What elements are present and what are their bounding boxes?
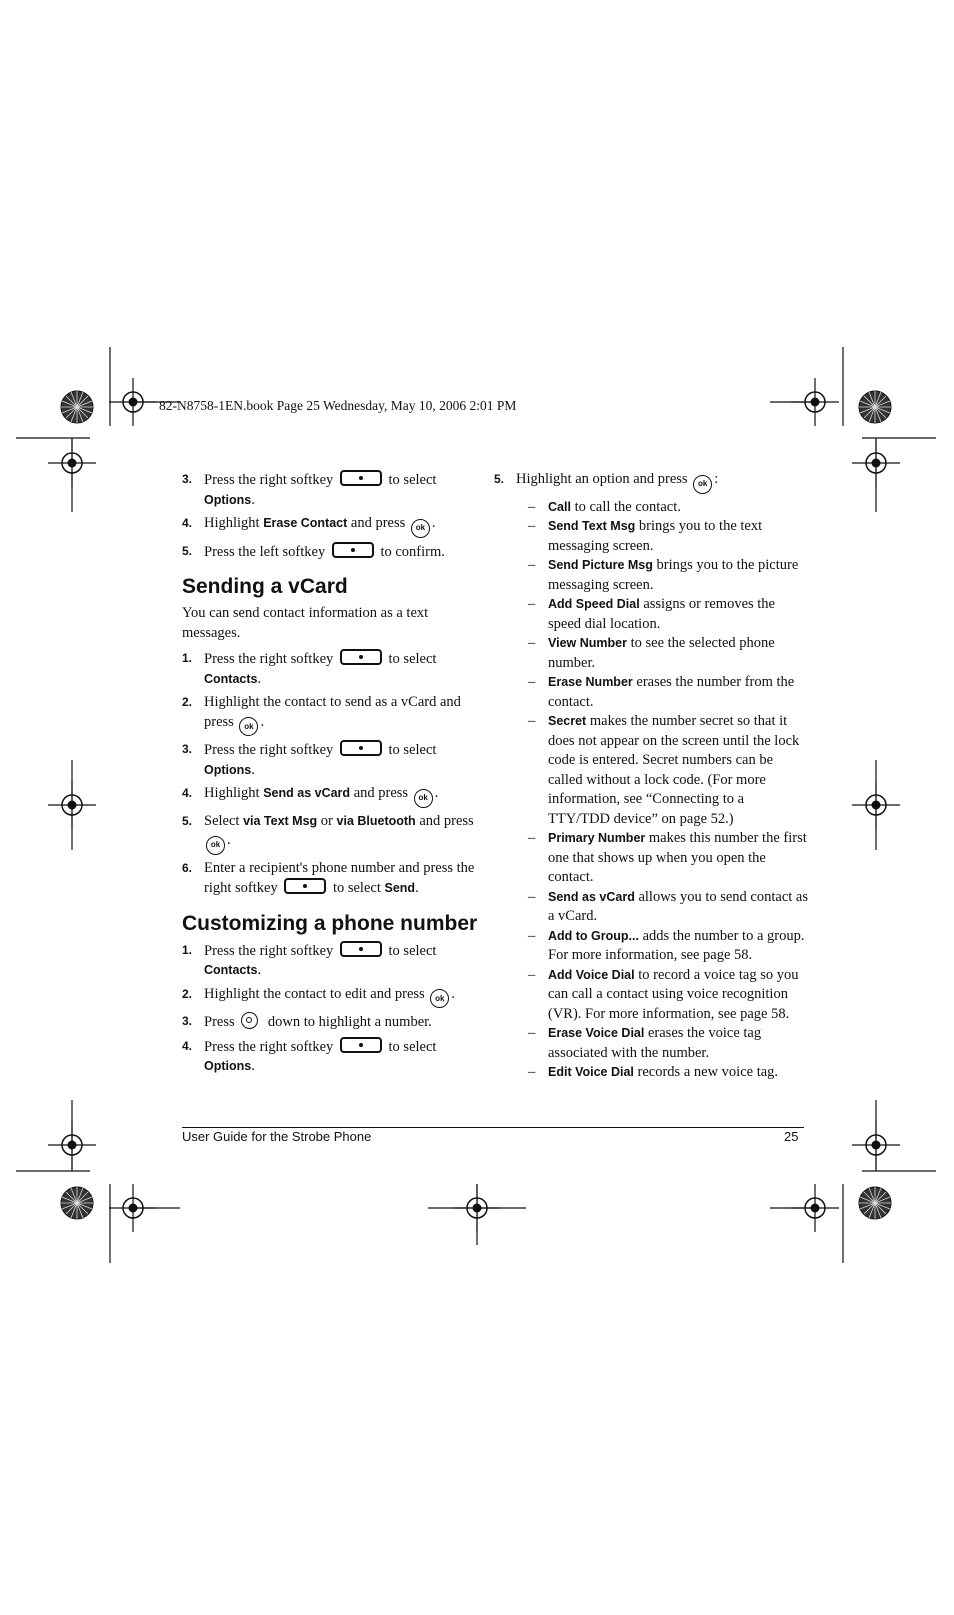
list-item: – Add Voice Dial to record a voice tag so you can call a contact using voice recognition (VR). For more information, see page 58. — [528, 966, 799, 1022]
list-item: – Edit Voice Dial records a new voice tag. — [528, 1064, 779, 1080]
step-item: 4. Highlight Send as vCard and press ok . — [182, 784, 482, 808]
ok-key-icon: ok — [414, 789, 433, 808]
right-softkey-icon — [340, 1037, 382, 1053]
step-item: 5. Highlight an option and press ok : — [494, 470, 808, 494]
ok-key-icon: ok — [411, 519, 430, 538]
color-target — [859, 391, 891, 423]
footer-rule — [182, 1127, 804, 1128]
step-item: 1. Press the right softkey to select Contacts. — [182, 651, 437, 687]
left-softkey-icon — [332, 542, 374, 558]
right-softkey-icon — [340, 740, 382, 756]
step-item: 5. Press the left softkey to confirm. — [182, 543, 445, 560]
step-item: 2. Highlight the contact to edit and press ok . — [182, 985, 482, 1009]
step-item: 3. Press down to highlight a number. — [182, 1014, 432, 1030]
step-item: 3. Press the right softkey to select Options. — [182, 472, 437, 508]
step-item: 4. Press the right softkey to select Options. — [182, 1038, 437, 1074]
step-item: 6. Enter a recipient's phone number and press the right softkey to select Send. — [182, 859, 475, 896]
navigation-key-icon — [241, 1012, 258, 1029]
list-item: – Add to Group... adds the number to a group. For more information, see page 58. — [528, 927, 805, 963]
color-target — [61, 391, 93, 423]
ok-key-icon: ok — [206, 836, 225, 855]
right-softkey-icon — [284, 878, 326, 894]
section-heading-customize: Customizing a phone number — [182, 911, 478, 935]
list-item: – Add Speed Dial assigns or removes the speed dial location. — [528, 596, 775, 632]
list-item: – View Number to see the selected phone number. — [528, 635, 775, 671]
footer-title: User Guide for the Strobe Phone — [182, 1129, 372, 1144]
ok-key-icon: ok — [430, 989, 449, 1008]
step-item: 1. Press the right softkey to select Contacts. — [182, 942, 437, 978]
left-column — [182, 470, 482, 1081]
step-number: 5. — [182, 543, 193, 558]
right-column — [494, 470, 809, 1083]
right-softkey-icon — [340, 470, 382, 486]
step-item: 4. Highlight Erase Contact and press ok . — [182, 514, 482, 538]
option-list — [508, 498, 808, 1083]
right-softkey-icon — [340, 941, 382, 957]
list-item: – Erase Number erases the number from the contact. — [528, 674, 795, 710]
list-item: – Send as vCard allows you to send contact as a vCard. — [528, 888, 809, 924]
book-slug: 82-N8758-1EN.book Page 25 Wednesday, May 10, 2006 2:01 PM — [159, 398, 517, 413]
step-item: 5. Select via Text Msg or via Bluetooth and press ok . — [182, 812, 482, 855]
ok-key-icon: ok — [693, 475, 712, 494]
section-heading-vcard: Sending a vCard — [182, 575, 348, 598]
right-softkey-icon — [340, 649, 382, 665]
step-number: 3. — [182, 472, 193, 486]
step-item: 3. Press the right softkey to select Options. — [182, 742, 437, 778]
section-intro: You can send contact information as a text messages. — [182, 605, 429, 641]
list-item: – Send Text Msg brings you to the text messaging screen. — [528, 518, 763, 554]
list-item: – Secret makes the number secret so that it does not appear on the screen until the lock code is entered. Secret numbers can be called without a lock code. (For more information, see “Connecting to a TTY/TDD device” on page 52.) — [528, 713, 800, 827]
page-number: 25 — [784, 1129, 799, 1144]
color-target — [61, 1187, 93, 1219]
ok-key-icon: ok — [239, 717, 258, 736]
color-target — [859, 1187, 891, 1219]
list-item: – Primary Number makes this number the first one that shows up when you open the contact. — [528, 830, 807, 885]
list-item: – Send Picture Msg brings you to the picture messaging screen. — [528, 557, 799, 593]
step-item: 2. Highlight the contact to send as a vCard and press ok . — [182, 693, 482, 736]
list-item: – Erase Voice Dial erases the voice tag associated with the number. — [528, 1025, 762, 1061]
step-number: 4. — [182, 516, 193, 530]
list-item: – Call to call the contact. — [528, 498, 681, 515]
